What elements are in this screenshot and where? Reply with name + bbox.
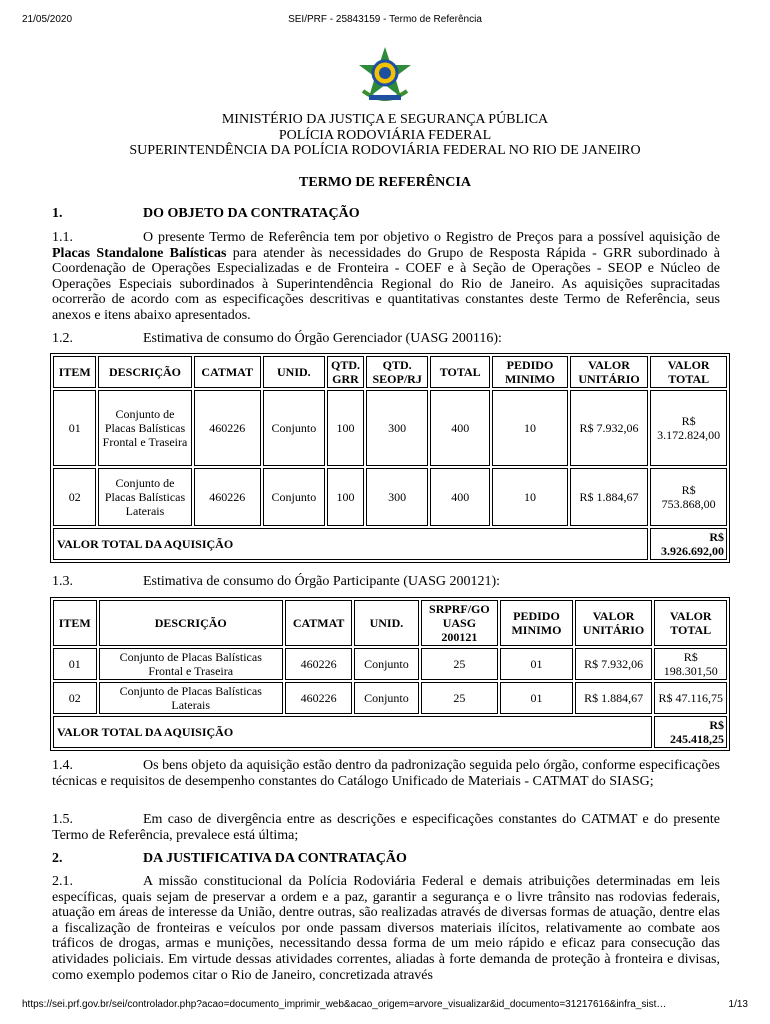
total-value: R$ 3.926.692,00 — [650, 528, 727, 560]
col-total: TOTAL — [430, 356, 490, 388]
table-row: 02 Conjunto de Placas Balísticas Laterais 460226 Conjunto 25 01 R$ 1.884,67 R$ 47.116,75 — [53, 682, 727, 714]
paragraph-2-1: 2.1. A missão constitucional da Polícia Rodoviária Federal e demais atribuições determinadas em leis específicas, quais sejam de preservar a ordem e a paz, garantir a segurança e o livre trânsito nas rodovias federais, atuação em áreas de interesse da União, dentre outras, são realizadas através de diversas formas de atuação, dentre elas a fiscalização de fronteiras e veículos por onde passam diversos materiais ilícitos, relativamente ao combate aos tráficos de drogas, armas e munições, necessitando dessa forma de um meio rápido e eficaz para consecução das atividades policiais. Em virtude dessas atividades correntes, aliadas à forte demanda de proteção à fronteira e divisas, como exemplo podemos citar o Rio de Janeiro, concretizada através — [52, 874, 720, 983]
print-title: SEI/PRF - 25843159 - Termo de Referência — [288, 14, 482, 25]
section-2-heading: 2. DA JUSTIFICATIVA DA CONTRATAÇÃO — [52, 851, 407, 866]
total-value: R$ 245.418,25 — [654, 716, 727, 748]
col-qtd-grr: QTD. GRR — [327, 356, 364, 388]
table-row: 01 Conjunto de Placas Balísticas Frontal e Traseira 460226 Conjunto 25 01 R$ 7.932,06 R$ 198.301,50 — [53, 648, 727, 680]
paragraph-1-5: 1.5. Em caso de divergência entre as descrições e especificações constantes do CATMAT e do presente Termo de Referência, prevalece está última; — [52, 812, 720, 843]
paragraph-1-2: 1.2. Estimativa de consumo do Órgão Gerenciador (UASG 200116): — [52, 331, 502, 346]
table-consumo-gerenciador — [50, 353, 730, 563]
paragraph-1-3: 1.3. Estimativa de consumo do Órgão Participante (UASG 200121): — [52, 574, 501, 589]
col-unid: UNID. — [354, 600, 418, 646]
agency-name: POLÍCIA RODOVIÁRIA FEDERAL — [278, 127, 492, 143]
col-catmat: CATMAT — [285, 600, 352, 646]
superintendency-name: SUPERINTENDÊNCIA DA POLÍCIA RODOVIÁRIA FEDERAL NO RIO DE JANEIRO — [129, 143, 641, 158]
col-valor-unitario: VALOR UNITÁRIO — [570, 356, 649, 388]
document-url-link[interactable]: https://sei.prf.gov.br/sei/controlador.php?acao=documento_imprimir_web&acao_origem=arvore_visualizar&id_documento=31217616&infra_sist… — [22, 999, 667, 1010]
table-row: 01 Conjunto de Placas Balísticas Frontal e Traseira 460226 Conjunto 100 300 400 10 R$ 7.932,06 R$ 3.172.824,00 — [53, 390, 727, 466]
section-1-heading: 1. DO OBJETO DA CONTRATAÇÃO — [52, 206, 360, 221]
col-item: ITEM — [53, 600, 97, 646]
col-pedido-minimo: PEDIDO MINIMO — [500, 600, 573, 646]
paragraph-1-1: 1.1. O presente Termo de Referência tem por objetivo o Registro de Preços para a possível aquisição de Placas Standalone Balísticas para atender às necessidades do Grupo de Resposta Rápida - GRR subordinado à Coordenação de Operações Especializadas e de Fronteira - COEF e à Seção de Operações - SEOP e Núcleo de Operações Especiais subordinados à Superintendência Regional do Rio de Janeiro. As aquisições supracitadas ocorrerão de acordo com as especificações descritivas e quantitativas constantes deste Termo de Referência, seus anexos e itens abaixo apresentados. — [52, 230, 720, 323]
col-descricao: DESCRIÇÃO — [99, 600, 283, 646]
coat-of-arms-icon — [355, 45, 415, 105]
paragraph-1-4: 1.4. Os bens objeto da aquisição estão dentro da padronização seguida pelo órgão, conforme especificações técnicas e requisitos de desempenho constantes do Catálogo Unificado de Materiais - CATMAT do SIASG; — [52, 758, 720, 789]
total-label: VALOR TOTAL DA AQUISIÇÃO — [53, 716, 652, 748]
org-header — [0, 112, 770, 159]
col-valor-total: VALOR TOTAL — [650, 356, 727, 388]
table-row: 02 Conjunto de Placas Balísticas Laterais 460226 Conjunto 100 300 400 10 R$ 1.884,67 R$ 753.868,00 — [53, 468, 727, 526]
ministry-name: MINISTÉRIO DA JUSTIÇA E SEGURANÇA PÚBLICA — [221, 112, 549, 127]
page-number: 1/13 — [728, 999, 748, 1010]
document-title: TERMO DE REFERÊNCIA — [299, 175, 471, 190]
col-srprf-go: SRPRF/GO UASG 200121 — [421, 600, 499, 646]
table-consumo-participante — [50, 597, 730, 751]
total-label: VALOR TOTAL DA AQUISIÇÃO — [53, 528, 648, 560]
print-date: 21/05/2020 — [22, 14, 73, 25]
col-valor-total: VALOR TOTAL — [654, 600, 727, 646]
col-pedido-minimo: PEDIDO MINIMO — [492, 356, 568, 388]
col-item: ITEM — [53, 356, 96, 388]
col-catmat: CATMAT — [194, 356, 261, 388]
col-valor-unitario: VALOR UNITÁRIO — [575, 600, 653, 646]
col-qtd-seop: QTD. SEOP/RJ — [366, 356, 428, 388]
col-unid: UNID. — [263, 356, 325, 388]
col-descricao: DESCRIÇÃO — [98, 356, 191, 388]
